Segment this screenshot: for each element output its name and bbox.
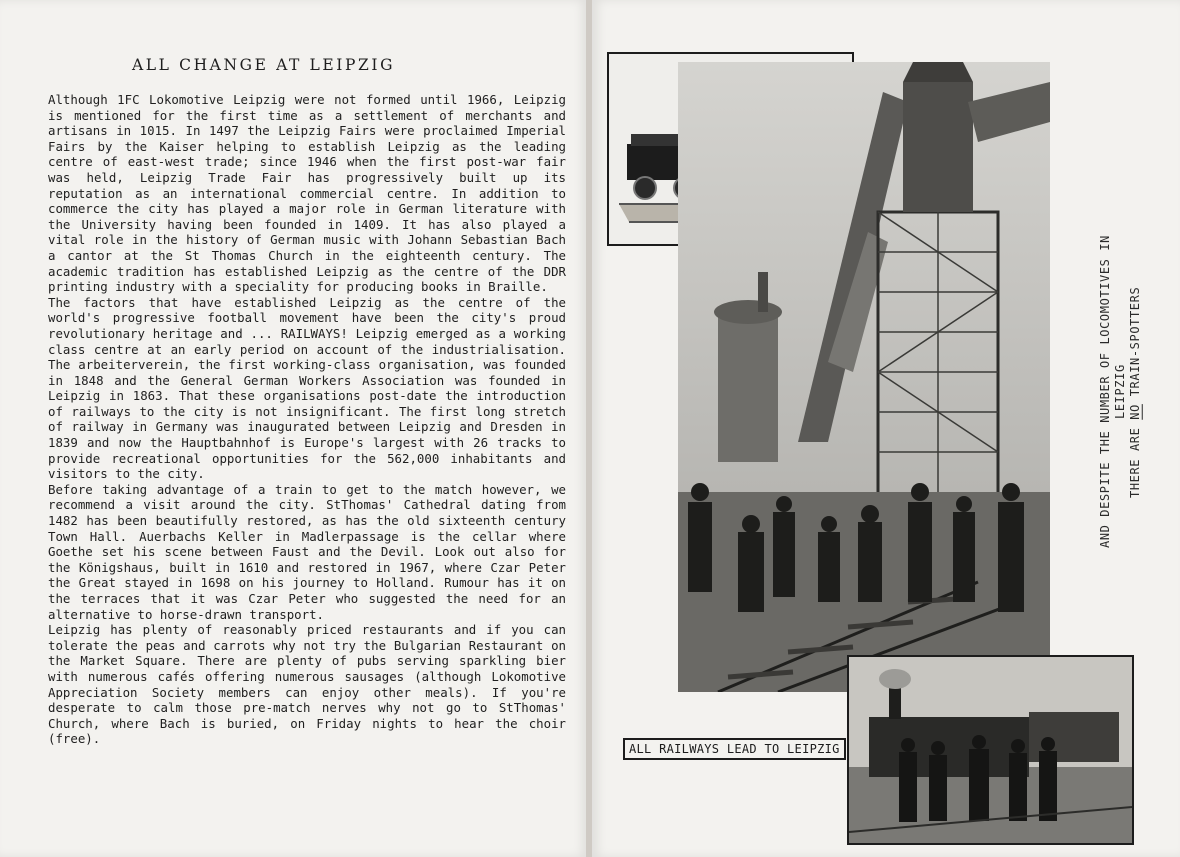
photo-caption: ALL RAILWAYS LEAD TO LEIPZIG [623, 738, 846, 760]
article-body [48, 92, 566, 747]
note-line-1: AND DESPITE THE NUMBER OF LOCOMOTIVES IN LEIPZIG [1098, 235, 1127, 549]
railway-workers-photo [847, 655, 1134, 845]
article-title: ALL CHANGE AT LEIPZIG [132, 56, 396, 74]
article-paragraph-2: The factors that have established Leipzig as the centre of the world's progressive football movement have been the city's proud revolutionary heritage and ... RAILWAYS! Leipzig emerged as a working class centre at an early period on account of the industrialisation. The arbeiterverein, the first working-class organisation, was founded in 1848 and the General German Workers Association was founded in Leipzig in 1863. That these organisations post-date the introduction of railways to the city is not insignificant. The first long stretch of railway in Germany was inaugurated between Leipzig and Dresden in 1839 and now the Hauptbahnhof is Europe's largest with 26 tracks to provide recreational opportunities for the 562,000 inhabitants and visitors to the city. [48, 294, 566, 482]
note-line-2-before: THERE ARE [1128, 419, 1142, 498]
note-line-2 [1128, 212, 1143, 572]
left-page [0, 0, 588, 857]
note-line-2-after: TRAIN-SPOTTERS [1128, 286, 1142, 404]
article-paragraph-4: Leipzig has plenty of reasonably priced restaurants and if you can tolerate the peas and carrots why not try the Bulgarian Restaurant on the Market Square. There are plenty of pubs serving sparkling bier with numerous cafés offering numerous sausages (although Lokomotive Appreciation Society members can enjoy other meals). If you're desperate to calm those pre-match nerves why not go to StThomas' Church, where Bach is buried, on Friday nights to hear the choir (free). [48, 622, 566, 747]
train-spotters-note [1098, 212, 1143, 572]
article-paragraph-1: Although 1FC Lokomotive Leipzig were not formed until 1966, Leipzig is mentioned for the first time as a settlement of merchants and artisans in 1015. In 1497 the Leipzig Fairs were proclaimed Imperial Fairs by the Kaiser helping to establish Leipzig as the leading centre of east-west trade; since 1946 when the first post-war fair was held, Leipzig Trade Fair has progressively built up its reputation as an international commercial centre. In addition to commerce the city has played a major role in German literature with the University having been founded in 1409. It has also played a vital role in the history of German music with Johann Sebastian Bach a cantor at the St Thomas Church in the eighteenth century. The academic tradition has established Leipzig as the centre of the DDR printing industry with a speciality for producing books in Braille. [48, 92, 566, 295]
note-emphasis: NO [1128, 403, 1142, 420]
article-paragraph-3: Before taking advantage of a train to get to the match however, we recommend a visit around the city. StThomas' Cathedral dating from 1482 has been beautifully restored, as has the old sixteenth century Town Hall. Auerbachs Keller in Madlerpassage is the cellar where Goethe set his scene between Faust and the Devil. Look out also for the Königshaus, built in 1610 and restored in 1967, where Czar Peter the Great stayed in 1698 on his journey to Holland. Rumour has it on the terraces that it was Czar Peter who suggested the need for an alternative to horse-drawn transport. [48, 481, 566, 622]
industrial-scene-photo [678, 62, 1050, 692]
